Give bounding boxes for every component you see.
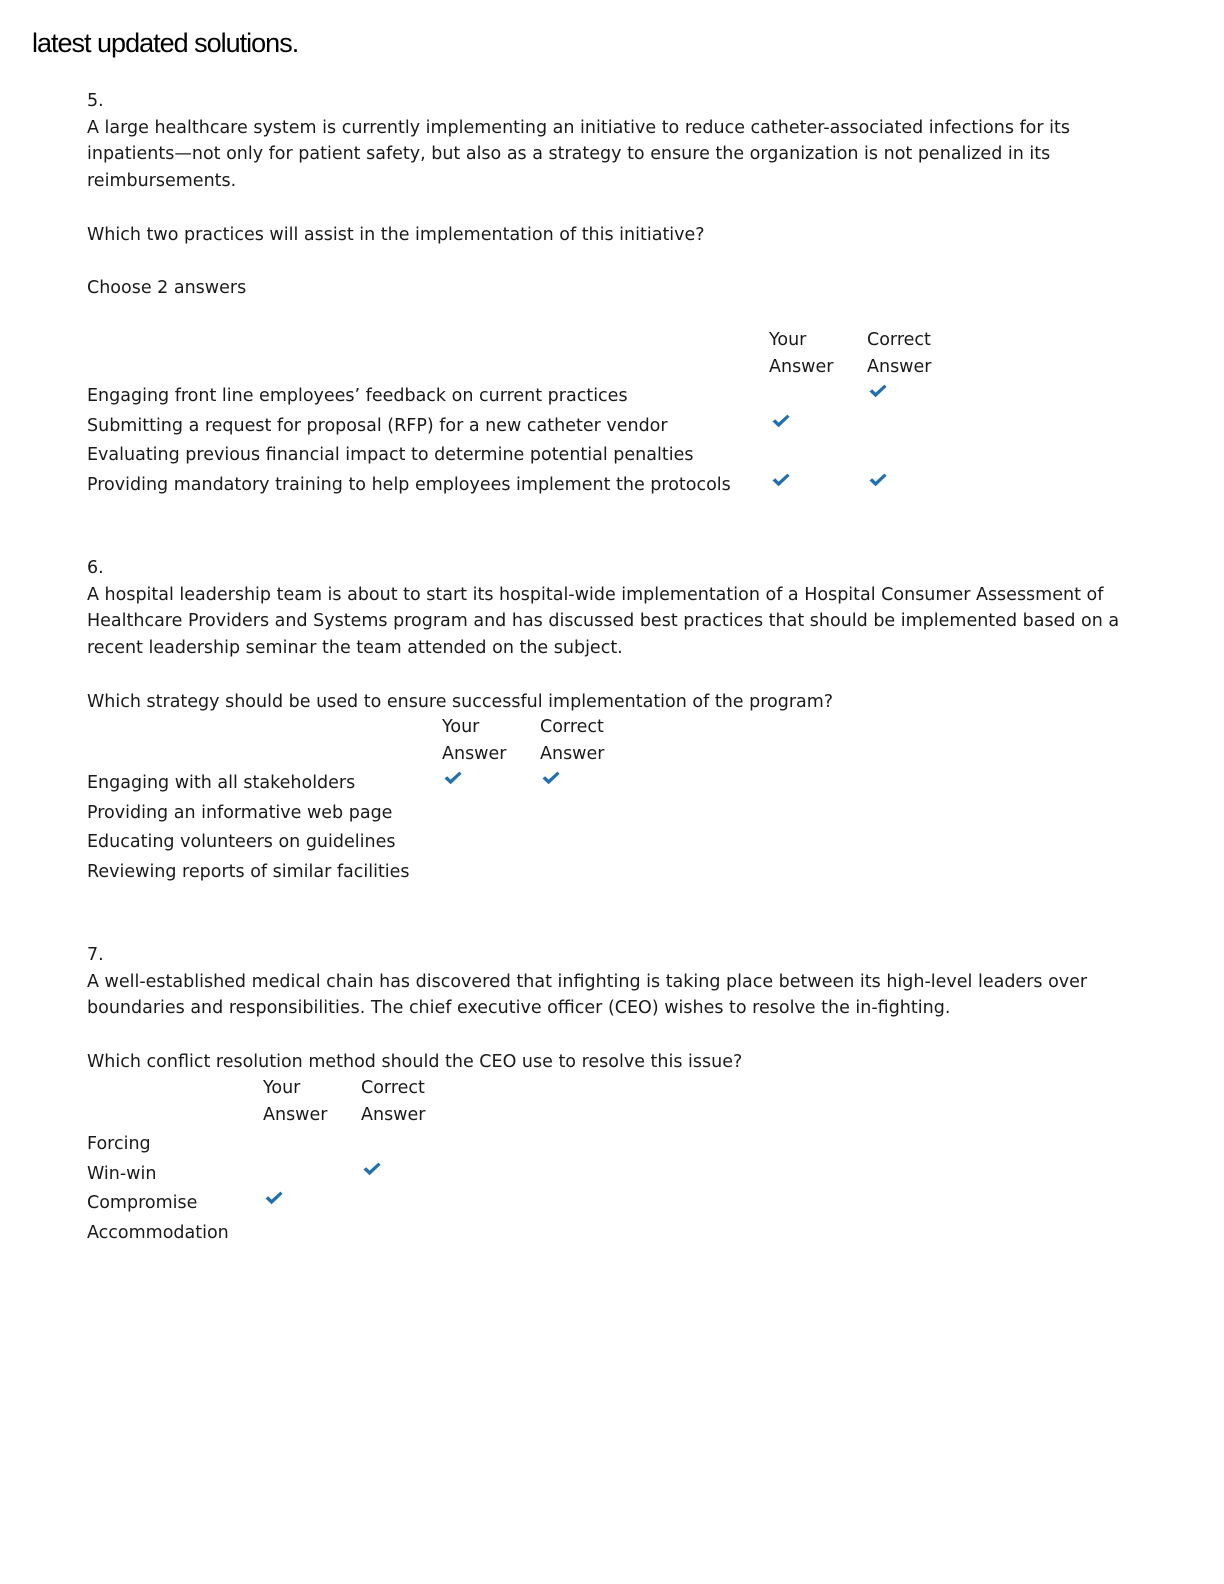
question-6 — [87, 555, 1147, 715]
question-5 — [87, 88, 1147, 302]
checkmark-icon — [868, 383, 888, 399]
question-number: 5. — [87, 91, 104, 111]
option-row: Compromise — [87, 1193, 198, 1213]
checkmark-icon — [264, 1190, 284, 1206]
option-row: Reviewing reports of similar facilities — [87, 862, 410, 882]
option-row: Educating volunteers on guidelines — [87, 832, 396, 852]
option-row: Forcing — [87, 1134, 151, 1154]
option-row: Win-win — [87, 1164, 157, 1184]
question-prompt: Which conflict resolution method should the CEO use to resolve this issue? — [87, 1051, 743, 1072]
correct-answer-header: Correct Answer — [540, 717, 605, 764]
checkmark-icon — [771, 413, 791, 429]
page-header: latest updated solutions. — [32, 28, 299, 58]
question-instruction: Choose 2 answers — [87, 277, 247, 298]
your-answer-header: Your Answer — [442, 717, 507, 764]
your-answer-header: Your Answer — [769, 330, 834, 377]
correct-answer-header: Correct Answer — [361, 1078, 426, 1125]
option-row: Submitting a request for proposal (RFP) for a new catheter vendor — [87, 416, 668, 436]
question-stem: A hospital leadership team is about to start its hospital-wide implementation of a Hospital Consumer Assessment of Healthcare Providers and Systems program and has discussed best practices that should be implemented based on a recent leadership seminar the team attended on the subject. — [87, 584, 1120, 659]
checkmark-icon — [443, 770, 463, 786]
correct-answer-header: Correct Answer — [867, 330, 932, 377]
question-number: 6. — [87, 558, 104, 578]
option-row: Engaging front line employees’ feedback on current practices — [87, 386, 628, 406]
option-row: Evaluating previous financial impact to determine potential penalties — [87, 445, 694, 465]
question-stem: A well-established medical chain has discovered that infighting is taking place between its high-level leaders over boundaries and responsibilities. The chief executive officer (CEO) wishes to resolve the in-fighting. — [87, 971, 1088, 1019]
option-row: Engaging with all stakeholders — [87, 773, 356, 793]
question-number: 7. — [87, 945, 104, 965]
checkmark-icon — [362, 1161, 382, 1177]
question-stem: A large healthcare system is currently implementing an initiative to reduce catheter-associated infections for its inpatients—not only for patient safety, but also as a strategy to ensure the organization is not penalized in its reimbursements. — [87, 117, 1070, 192]
question-prompt: Which strategy should be used to ensure successful implementation of the program? — [87, 691, 834, 712]
question-prompt: Which two practices will assist in the implementation of this initiative? — [87, 224, 705, 245]
your-answer-header: Your Answer — [263, 1078, 328, 1125]
option-row: Providing an informative web page — [87, 803, 393, 823]
checkmark-icon — [541, 770, 561, 786]
checkmark-icon — [771, 472, 791, 488]
option-row: Providing mandatory training to help employees implement the protocols — [87, 475, 731, 495]
checkmark-icon — [868, 472, 888, 488]
option-row: Accommodation — [87, 1223, 229, 1243]
question-7 — [87, 942, 1147, 1076]
